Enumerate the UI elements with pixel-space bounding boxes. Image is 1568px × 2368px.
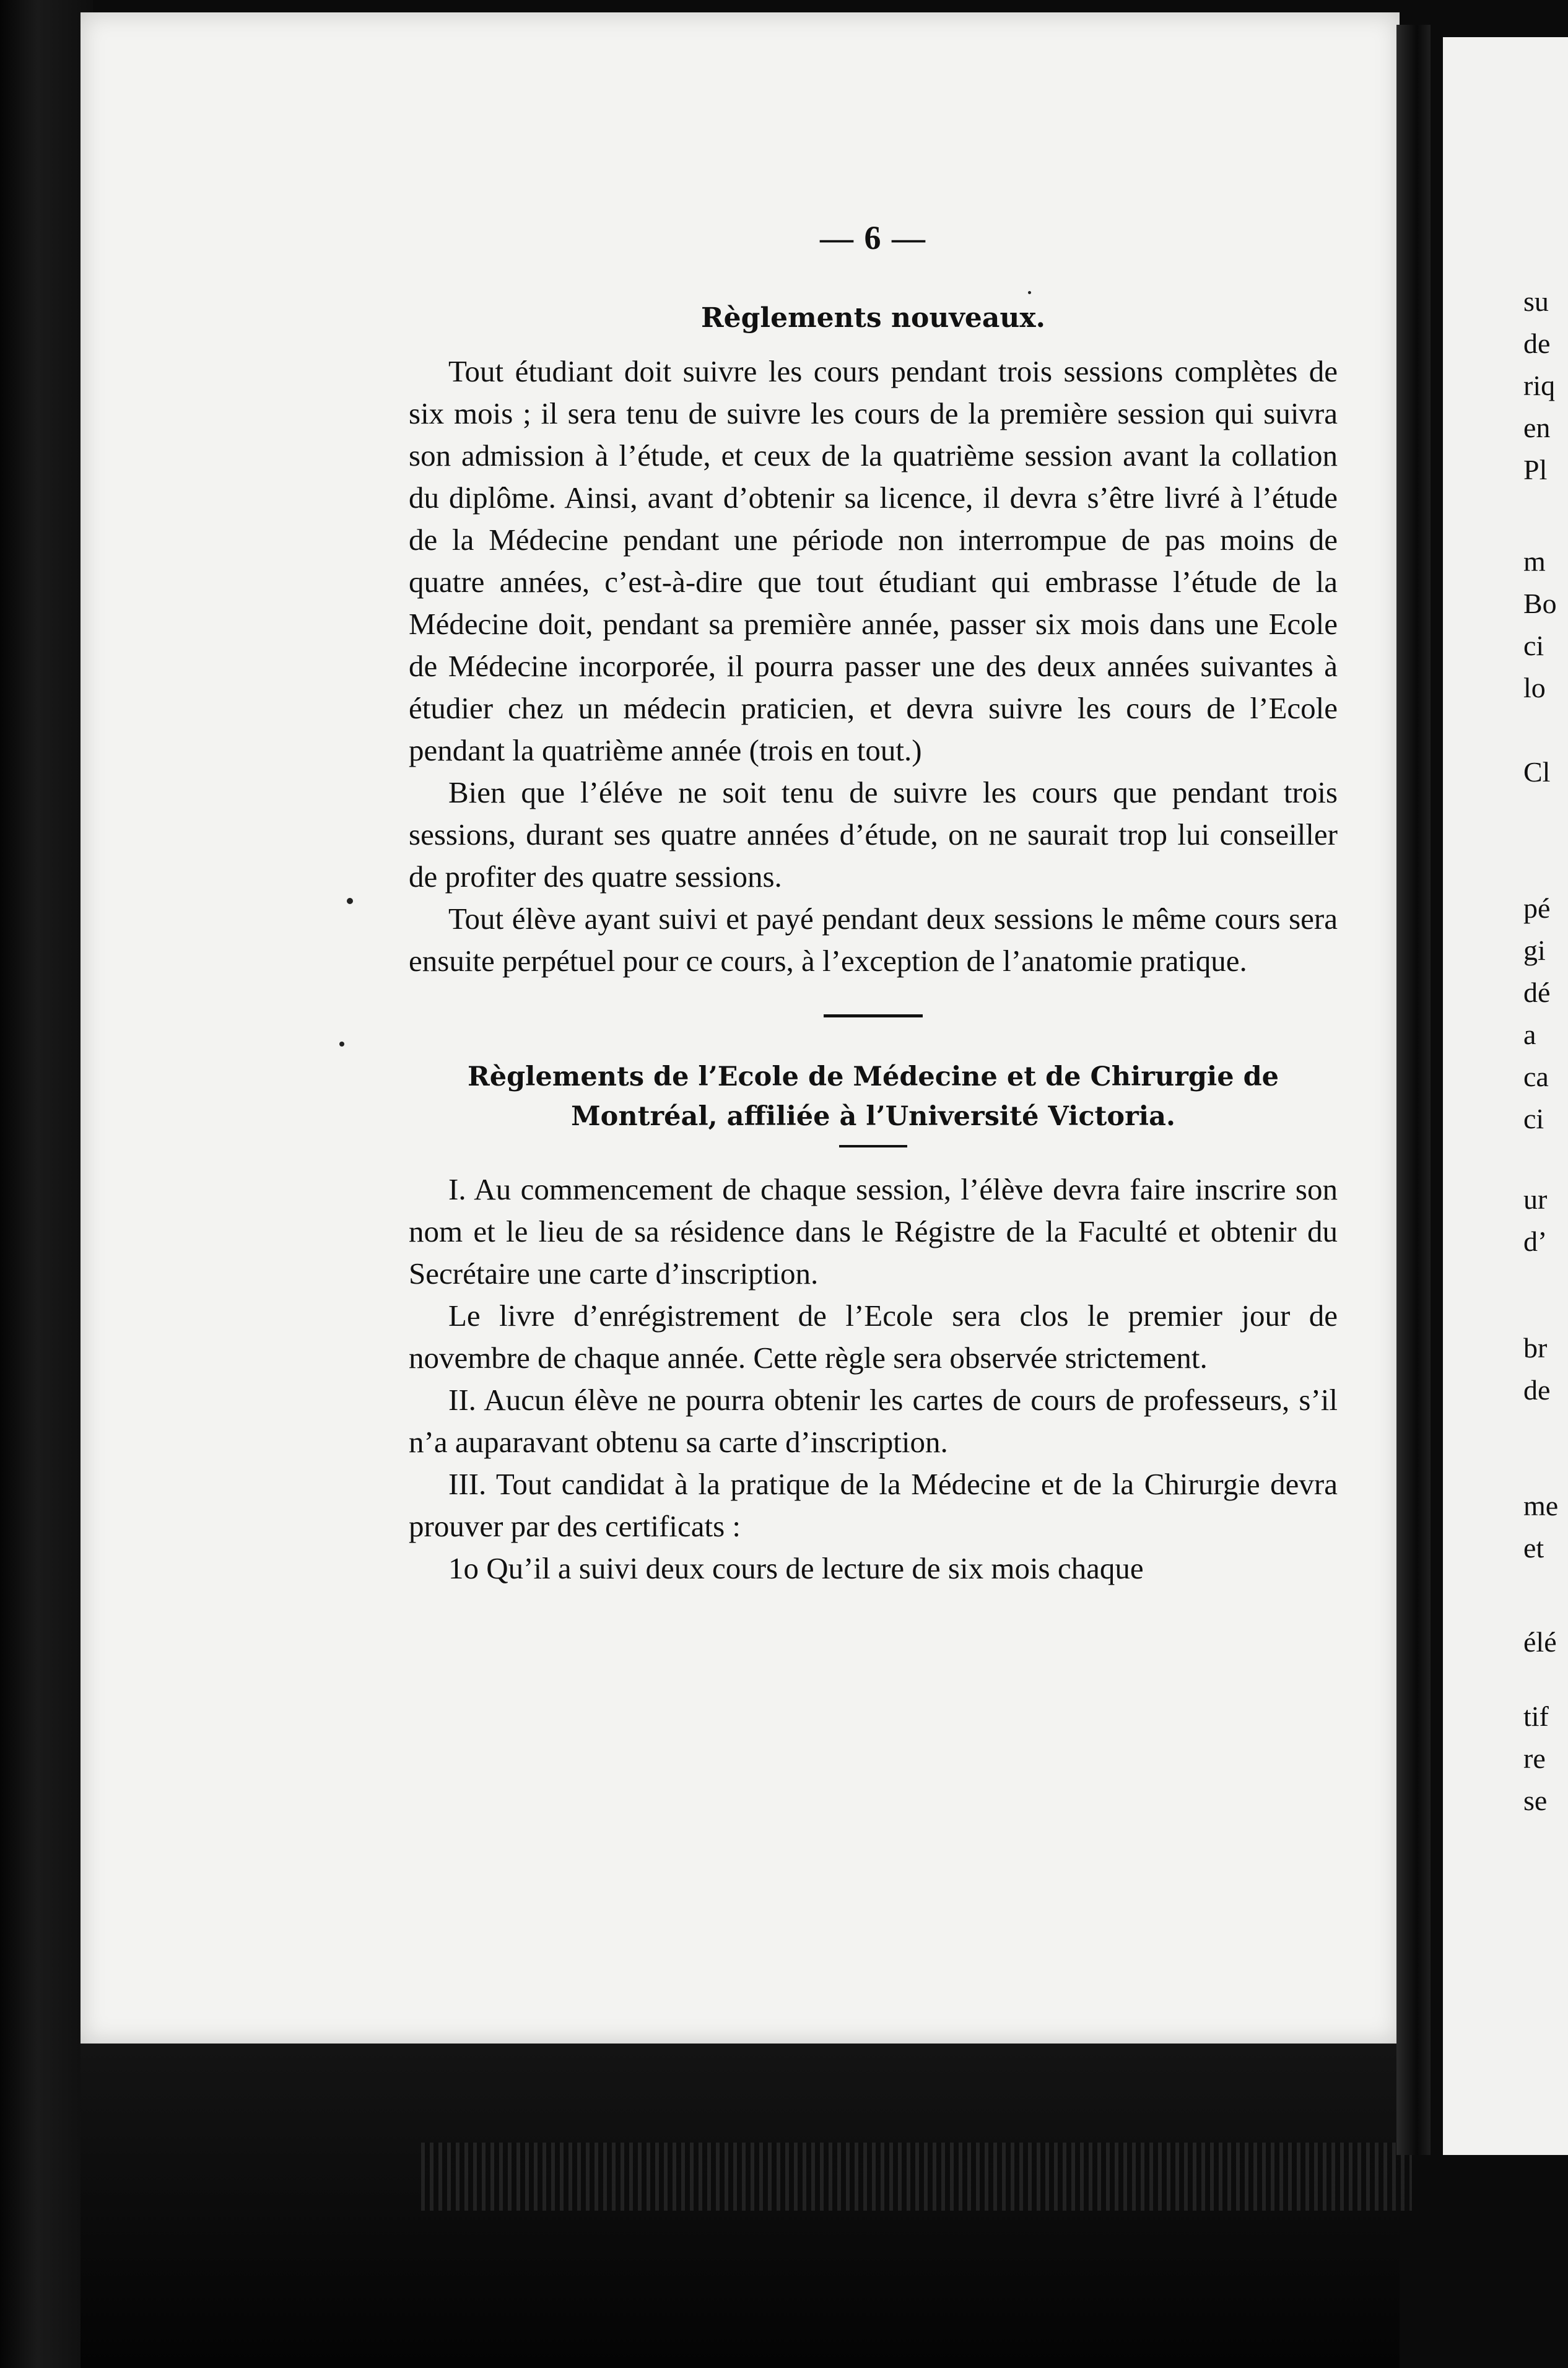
facing-page-fragment: tif	[1523, 1700, 1549, 1732]
scan-speck	[347, 898, 353, 904]
section-heading-reglements-ecole: Règlements de l’Ecole de Médecine et de Chirurgie de Montréal, affiliée à l’Université Victoria.	[467, 1061, 1279, 1132]
facing-page-fragment: m	[1523, 546, 1546, 577]
heading-underline	[839, 1145, 907, 1147]
paragraph: Bien que l’éléve ne soit tenu de suivre les cours que pendant trois sessions, durant ses quatre années d’étude, on ne saurait trop lui conseiller de profiter des quatre sessions.	[409, 775, 1338, 894]
section-heading-reglements-nouveaux: Règlements nouveaux.	[701, 302, 1045, 334]
facing-page-fragment: ci	[1523, 630, 1544, 661]
scan-border-left	[0, 0, 93, 2368]
facing-page-fragment: de	[1523, 328, 1551, 359]
facing-page-fragment: a	[1523, 1019, 1536, 1050]
facing-page-fragment: ci	[1523, 1103, 1544, 1134]
paragraph: 1o Qu’il a suivi deux cours de lecture de six mois chaque	[448, 1551, 1144, 1585]
scan-speck	[339, 1042, 344, 1047]
facing-page-fragment: en	[1523, 412, 1551, 443]
facing-page-fragment: gi	[1523, 934, 1546, 966]
facing-page-fragment: se	[1523, 1785, 1548, 1816]
facing-page-fragment: de	[1523, 1374, 1551, 1406]
facing-page-fragment: d’	[1523, 1225, 1548, 1257]
page-content	[409, 217, 1338, 1590]
section-divider	[824, 1014, 923, 1017]
paragraph: II. Aucun élève ne pourra obtenir les cartes de cours de professeurs, s’il n’a auparavant obtenu sa carte d’inscription.	[409, 1383, 1338, 1459]
facing-page-fragment: lo	[1523, 672, 1546, 703]
facing-page-fragment: Bo	[1523, 588, 1557, 619]
paragraph: Tout élève ayant suivi et payé pendant deux sessions le même cours sera ensuite perpétuel pour ce cours, à l’exception de l’anatomie pratique.	[409, 902, 1338, 978]
facing-page-fragment: et	[1523, 1532, 1544, 1564]
facing-page-edge	[1443, 37, 1568, 2155]
facing-page-fragment: dé	[1523, 977, 1551, 1008]
book-edge-stripes	[421, 2143, 1412, 2211]
paragraph: Le livre d’enrégistrement de l’Ecole sera clos le premier jour de novembre de chaque année. Cette règle sera observée strictement.	[409, 1299, 1338, 1375]
facing-page-fragment: Cl	[1523, 756, 1551, 788]
paragraph: III. Tout candidat à la pratique de la Médecine et de la Chirurgie devra prouver par des certificats :	[409, 1467, 1338, 1543]
page-gutter	[1396, 25, 1431, 2155]
facing-page-fragment: élé	[1523, 1626, 1557, 1658]
paragraph: Tout étudiant doit suivre les cours pendant trois sessions complètes de six mois ; il sera tenu de suivre les cours de la première session qui suivra son admission à l’étude, et ceux de la quatrième session avant la collation du diplôme. Ainsi, avant d’obtenir sa licence, il devra s’être livré à l’étude de la Médecine pendant une période non interrompue de pas moins de quatre années, c’est-à-dire que tout étudiant qui embrasse l’étude de la Médecine doit, pendant sa première année, passer six mois dans une Ecole de Médecine incorporée, il pourra passer une des deux années suivantes à étudier chez un médecin praticien, et devra suivre les cours de l’Ecole pendant la quatrième année (trois en tout.)	[409, 354, 1338, 767]
facing-page-fragment: su	[1523, 285, 1549, 317]
facing-page-fragment: riq	[1523, 370, 1556, 401]
page-number: — 6 —	[820, 219, 926, 256]
facing-page-fragment: ur	[1523, 1183, 1548, 1215]
facing-page-fragment: br	[1523, 1332, 1548, 1364]
paragraph: I. Au commencement de chaque session, l’élève devra faire inscrire son nom et le lieu de sa résidence dans le Régistre de la Faculté et obtenir du Secrétaire une carte d’inscription.	[409, 1172, 1338, 1291]
facing-page-fragment: Pl	[1523, 454, 1548, 485]
facing-page-fragment: ca	[1523, 1061, 1549, 1092]
facing-page-fragment: me	[1523, 1490, 1559, 1521]
facing-page-fragment: pé	[1523, 892, 1551, 924]
facing-page-fragment: re	[1523, 1743, 1546, 1774]
